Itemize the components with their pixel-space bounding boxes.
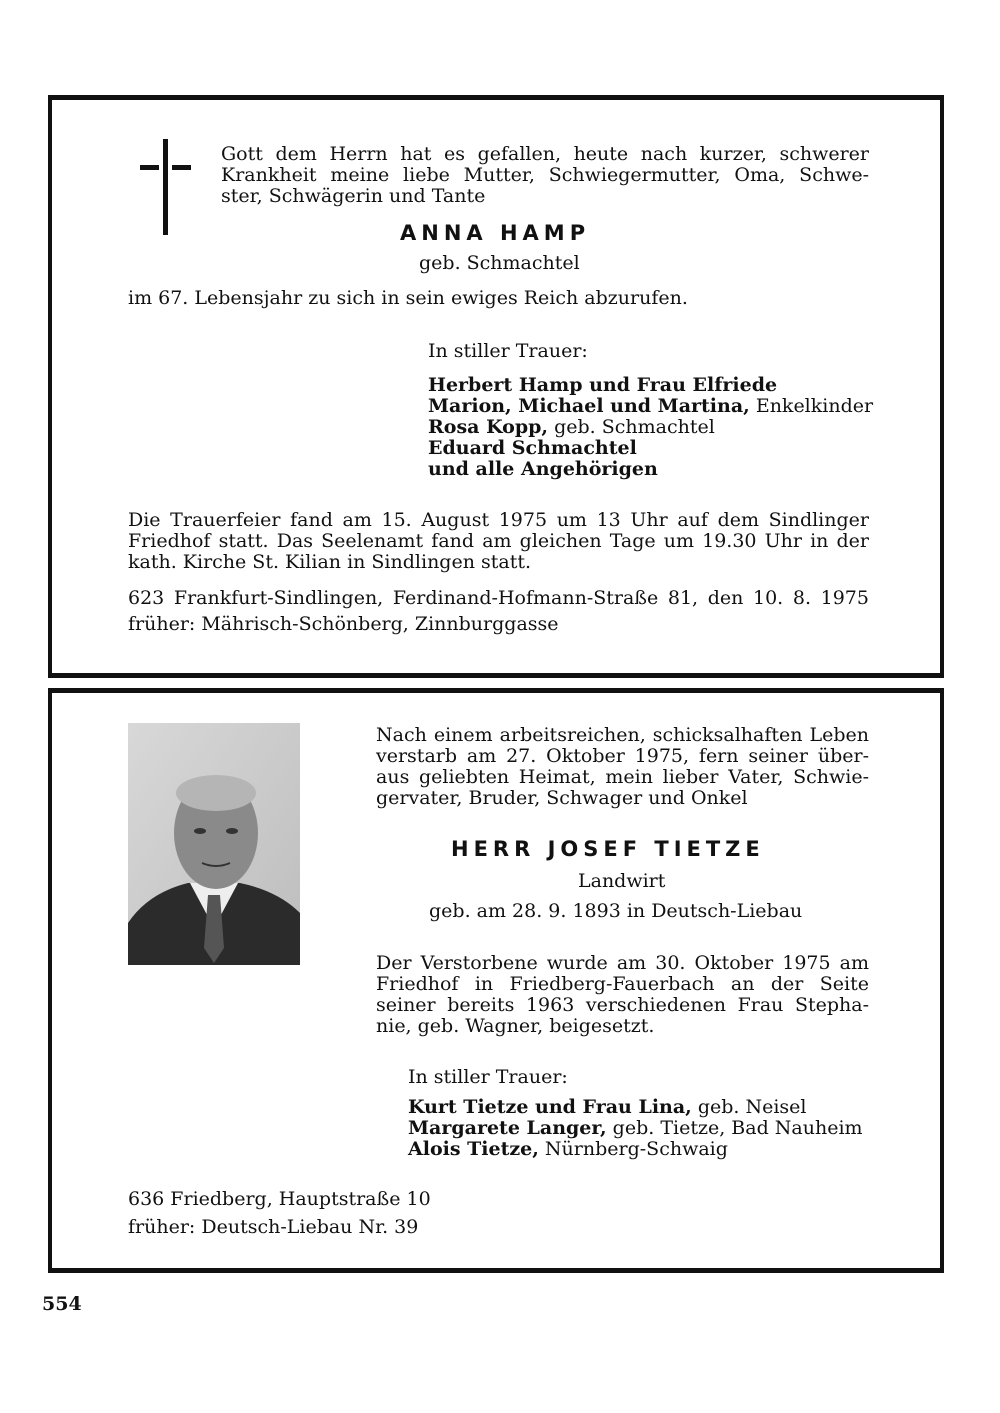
burial-line: nie, geb. Wagner, beigesetzt. bbox=[376, 1015, 655, 1037]
photo-hair bbox=[176, 775, 256, 811]
intro-line: verstarb am 27. Oktober 1975, fern seiner über- bbox=[376, 745, 869, 767]
intro-line: Krankheit meine liebe Mutter, Schwiegermutter, Oma, Schwe- bbox=[221, 164, 869, 186]
mourner-line bbox=[428, 374, 777, 396]
burial-line: Der Verstorbene wurde am 30. Oktober 1975 am bbox=[376, 952, 869, 974]
mourner-name: Alois Tietze, bbox=[408, 1138, 539, 1160]
page-number: 554 bbox=[42, 1293, 82, 1315]
mourner-detail: Enkelkinder bbox=[749, 395, 874, 417]
maiden-name: geb. Schmachtel bbox=[419, 252, 580, 274]
age-line: im 67. Lebensjahr zu sich in sein ewiges Reich abzurufen. bbox=[128, 287, 688, 309]
mourner-line bbox=[428, 458, 658, 480]
occupation: Landwirt bbox=[578, 870, 666, 892]
intro-line: gervater, Bruder, Schwager und Onkel bbox=[376, 787, 748, 809]
deceased-name: ANNA HAMP bbox=[400, 221, 591, 245]
mourner-line bbox=[408, 1117, 863, 1139]
cross-icon-arm-left bbox=[140, 165, 159, 170]
photo-eye-right bbox=[226, 828, 238, 834]
intro-line: ster, Schwägerin und Tante bbox=[221, 185, 486, 207]
mourner-name: Margarete Langer, bbox=[408, 1117, 607, 1139]
mourner-name: und alle Angehörigen bbox=[428, 458, 658, 480]
mourner-name: Rosa Kopp, bbox=[428, 416, 549, 438]
mourning-header: In stiller Trauer: bbox=[428, 340, 588, 362]
cross-icon bbox=[163, 139, 168, 235]
mourner-name: Kurt Tietze und Frau Lina, bbox=[408, 1096, 692, 1118]
mourner-line bbox=[408, 1096, 807, 1118]
mourner-name: Eduard Schmachtel bbox=[428, 437, 637, 459]
mourner-detail: geb. Neisel bbox=[691, 1096, 807, 1118]
deceased-name: HERR JOSEF TIETZE bbox=[451, 837, 765, 861]
photo-eye-left bbox=[194, 828, 206, 834]
mourner-line bbox=[408, 1138, 728, 1160]
mourner-line bbox=[428, 437, 637, 459]
cross-icon-arm-right bbox=[172, 165, 191, 170]
portrait-photo bbox=[128, 723, 300, 965]
mourner-detail: geb. Schmachtel bbox=[548, 416, 715, 438]
intro-line: Nach einem arbeitsreichen, schicksalhaften Leben bbox=[376, 724, 869, 746]
funeral-line: kath. Kirche St. Kilian in Sindlingen statt. bbox=[128, 551, 532, 573]
mourner-detail: Nürnberg-Schwaig bbox=[538, 1138, 728, 1160]
address-line: 636 Friedberg, Hauptstraße 10 bbox=[128, 1188, 431, 1210]
funeral-line: Die Trauerfeier fand am 15. August 1975 um 13 Uhr auf dem Sindlinger bbox=[128, 509, 869, 531]
mourner-detail: geb. Tietze, Bad Nauheim bbox=[606, 1117, 863, 1139]
birth-line: geb. am 28. 9. 1893 in Deutsch-Liebau bbox=[429, 900, 803, 922]
former-address-line: früher: Deutsch-Liebau Nr. 39 bbox=[128, 1216, 419, 1238]
address-line: 623 Frankfurt-Sindlingen, Ferdinand-Hofmann-Straße 81, den 10. 8. 1975 bbox=[128, 587, 869, 609]
mourning-header: In stiller Trauer: bbox=[408, 1066, 568, 1088]
intro-line: Gott dem Herrn hat es gefallen, heute nach kurzer, schwerer bbox=[221, 143, 869, 165]
mourner-name: Herbert Hamp und Frau Elfriede bbox=[428, 374, 778, 396]
former-address-line: früher: Mährisch-Schönberg, Zinnburggasse bbox=[128, 613, 559, 635]
funeral-line: Friedhof statt. Das Seelenamt fand am gleichen Tage um 19.30 Uhr in der bbox=[128, 530, 869, 552]
mourner-line bbox=[428, 416, 715, 438]
burial-line: Friedhof in Friedberg-Fauerbach an der Seite bbox=[376, 973, 869, 995]
mourner-name: Marion, Michael und Martina, bbox=[428, 395, 750, 417]
intro-line: aus geliebten Heimat, mein lieber Vater, Schwie- bbox=[376, 766, 869, 788]
burial-line: seiner bereits 1963 verschiedenen Frau Stepha- bbox=[376, 994, 869, 1016]
mourner-line bbox=[428, 395, 873, 417]
